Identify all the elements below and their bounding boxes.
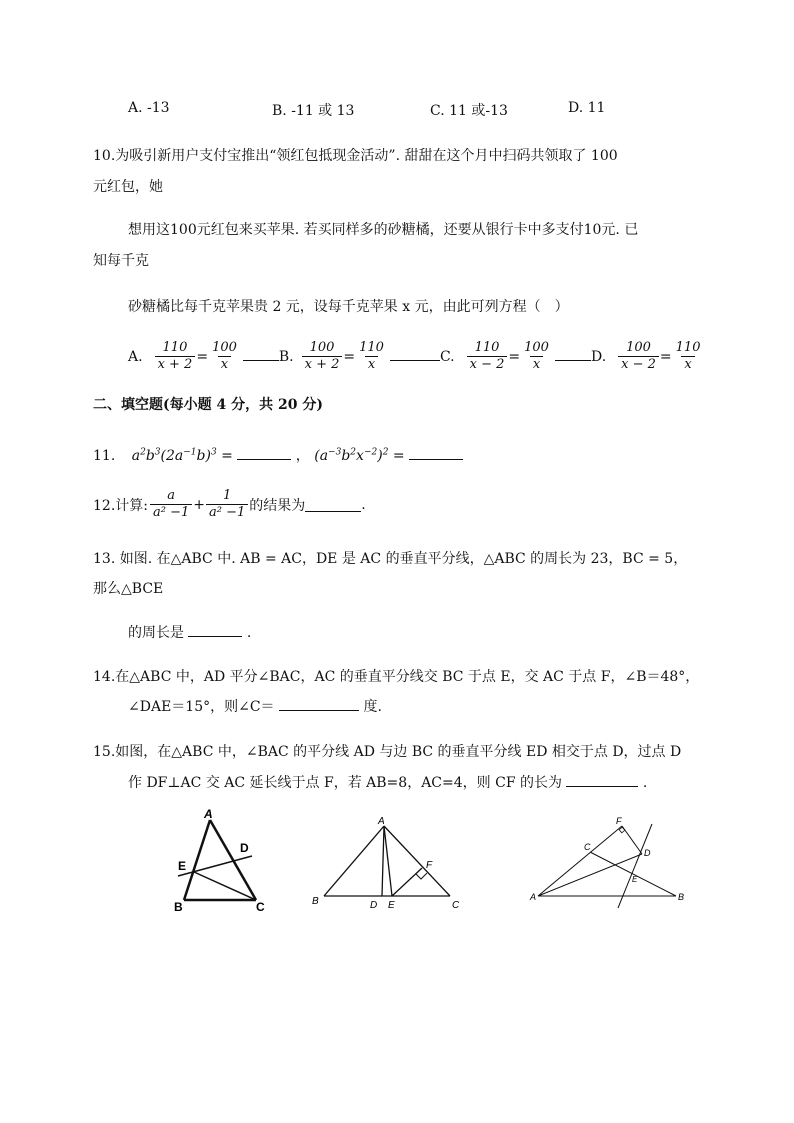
denominator: x + 2 <box>155 356 196 373</box>
exp: 2 <box>140 447 146 458</box>
side-ab <box>184 820 210 900</box>
answer-blank[interactable] <box>188 622 242 637</box>
q13-line3 <box>128 622 251 642</box>
answer-blank[interactable] <box>409 445 463 460</box>
expr-part: (a <box>314 448 329 464</box>
equals-sign: = <box>221 448 233 464</box>
numerator: 110 <box>474 340 500 355</box>
text: 度. <box>363 699 382 715</box>
q15-line1: 15.如图，在△ABC 中，∠BAC 的平分线 AD 与边 BC 的垂直平分线 ED 相交于点 D，过点 D <box>93 744 682 760</box>
label-d: D <box>240 841 249 855</box>
segment-ef <box>392 868 422 896</box>
numerator: 100 <box>626 340 651 355</box>
q10-line2: 元红包，她 <box>93 179 163 195</box>
fraction <box>673 340 704 373</box>
answer-blank[interactable] <box>566 772 638 787</box>
label-a: A <box>204 808 213 821</box>
q10-option-c <box>440 340 591 373</box>
q14-line2 <box>128 696 382 716</box>
equals-sign: = <box>508 348 521 365</box>
side-ab <box>324 826 384 896</box>
period: . <box>361 496 366 513</box>
figure-3 <box>526 812 696 912</box>
label-e: E <box>632 875 638 884</box>
segment-ad <box>382 826 384 896</box>
fraction <box>206 488 248 521</box>
q11-expr2 <box>314 448 393 464</box>
denominator: a² −1 <box>150 504 192 521</box>
label-b: B <box>312 896 319 907</box>
numerator: a <box>167 488 175 503</box>
numerator: 1 <box>222 488 232 503</box>
text: 作 DF⊥AC 交 AC 延长线于点 F，若 AB=8，AC=4，则 CF 的长为 <box>128 775 562 791</box>
segment-ae <box>384 826 392 896</box>
var: a <box>131 448 141 464</box>
label-e: E <box>178 859 187 873</box>
period: . <box>246 625 252 641</box>
q9-option-b: B. -11 或 13 <box>272 103 355 119</box>
fraction <box>302 340 343 373</box>
denominator: x <box>365 356 378 373</box>
numerator: 100 <box>524 340 549 355</box>
equals-sign: = <box>196 348 209 365</box>
fraction <box>155 340 196 373</box>
q13-line1: 13. 如图. 在△ABC 中. AB = AC，DE 是 AC 的垂直平分线，△ABC 的周长为 23，BC = 5， <box>93 551 688 567</box>
q11-expr1 <box>132 448 221 464</box>
q10-option-d <box>591 340 705 373</box>
denominator: x − 2 <box>618 356 659 373</box>
q10-line1: 10.为吸引新用户支付宝推出“领红包抵现金活动”. 甜甜在这个月中扫码共领取了 100 <box>93 148 618 164</box>
period: . <box>642 775 648 791</box>
q12 <box>93 488 366 521</box>
fraction <box>618 340 659 373</box>
equals-sign: = <box>343 348 356 365</box>
equals-sign: = <box>392 448 405 464</box>
option-label: C. <box>439 348 455 365</box>
segment-cb <box>590 852 676 896</box>
denominator: x − 2 <box>467 356 508 373</box>
expr-part: (2a <box>160 448 184 464</box>
exp: 3 <box>210 447 217 458</box>
underline <box>555 352 591 361</box>
label-e: E <box>388 900 395 911</box>
exp: 3 <box>154 447 161 458</box>
q10-line5: 砂糖橘比每千克苹果贵 2 元，设每千克苹果 x 元，由此可列方程（ ） <box>128 299 569 315</box>
underline <box>390 352 440 361</box>
q9-option-c: C. 11 或-13 <box>430 103 508 119</box>
question-prefix: 12.计算: <box>93 497 148 514</box>
q10-line4: 知每千克 <box>93 253 149 269</box>
q15-line2 <box>128 772 647 792</box>
q10-line3: 想用这100元红包来买苹果. 若买同样多的砂糖橘，还要从银行卡中多支付10元. 已 <box>128 222 639 238</box>
label-d: D <box>370 900 378 911</box>
q13-line2: 那么△BCE <box>93 581 164 597</box>
q11 <box>93 445 463 465</box>
ray-ac <box>538 826 622 896</box>
label-c: C <box>256 900 265 914</box>
option-label: A. <box>128 348 143 365</box>
perpendicular-bisector <box>618 824 652 908</box>
fraction <box>467 340 508 373</box>
label-c: C <box>584 842 591 852</box>
bisector-ad <box>538 854 642 896</box>
fraction <box>209 340 240 373</box>
label-a: A <box>378 816 385 827</box>
denominator: x <box>218 356 231 373</box>
denominator: x <box>530 356 543 373</box>
question-number: 11. <box>93 448 116 464</box>
option-label: B. <box>278 348 294 365</box>
numerator: 110 <box>162 340 188 355</box>
q10-option-a <box>128 340 279 373</box>
denominator: a² −1 <box>206 504 248 521</box>
underline <box>243 352 279 361</box>
section-title: 二、填空题(每小题 4 分，共 20 分) <box>93 397 323 413</box>
separator: ， <box>295 448 310 464</box>
expr-part: ) <box>377 448 383 464</box>
exp: 2 <box>382 447 389 458</box>
numerator: 100 <box>309 340 335 355</box>
var: x <box>356 448 364 464</box>
denominator: x <box>681 356 694 373</box>
figure-2 <box>308 812 468 912</box>
expr-part: b) <box>196 448 211 464</box>
text: ∠DAE＝15°，则∠C＝ <box>128 699 275 715</box>
exp: 2 <box>350 447 357 458</box>
fraction <box>356 340 387 373</box>
denominator: x + 2 <box>302 356 343 373</box>
question-suffix: 的结果为 <box>249 497 306 514</box>
numerator: 100 <box>212 340 237 355</box>
side-ac <box>210 820 256 900</box>
label-d: D <box>644 848 651 858</box>
text: 的周长是 <box>128 625 184 641</box>
label-a: A <box>530 892 537 902</box>
var: b <box>145 448 155 464</box>
answer-blank[interactable] <box>279 696 359 711</box>
exp: −2 <box>363 447 378 458</box>
fraction <box>521 340 552 373</box>
label-f: F <box>426 860 433 871</box>
plus-sign: + <box>193 496 205 513</box>
q9-option-a: A. -13 <box>128 100 170 116</box>
option-label: D. <box>590 348 607 365</box>
q10-options <box>128 340 704 373</box>
q9-option-d: D. 11 <box>568 100 606 116</box>
q10-option-b <box>279 340 440 373</box>
fraction <box>150 488 192 521</box>
figure-1 <box>160 808 280 918</box>
answer-blank[interactable] <box>305 497 361 512</box>
numerator: 110 <box>675 340 701 355</box>
exp: −3 <box>328 447 342 458</box>
right-angle-mark <box>416 873 427 879</box>
answer-blank[interactable] <box>237 445 291 460</box>
side-ac <box>384 826 450 896</box>
equals-sign: = <box>659 348 672 365</box>
numerator: 110 <box>359 340 384 355</box>
label-b: B <box>174 900 183 914</box>
q14-line1: 14.在△ABC 中，AD 平分∠BAC，AC 的垂直平分线交 BC 于点 E，交 AC 于点 F，∠B＝48°， <box>93 669 700 685</box>
label-c: C <box>452 900 460 911</box>
exp: −1 <box>183 447 197 458</box>
var: b <box>341 448 351 464</box>
label-b: B <box>678 892 685 902</box>
label-f: F <box>616 816 622 826</box>
